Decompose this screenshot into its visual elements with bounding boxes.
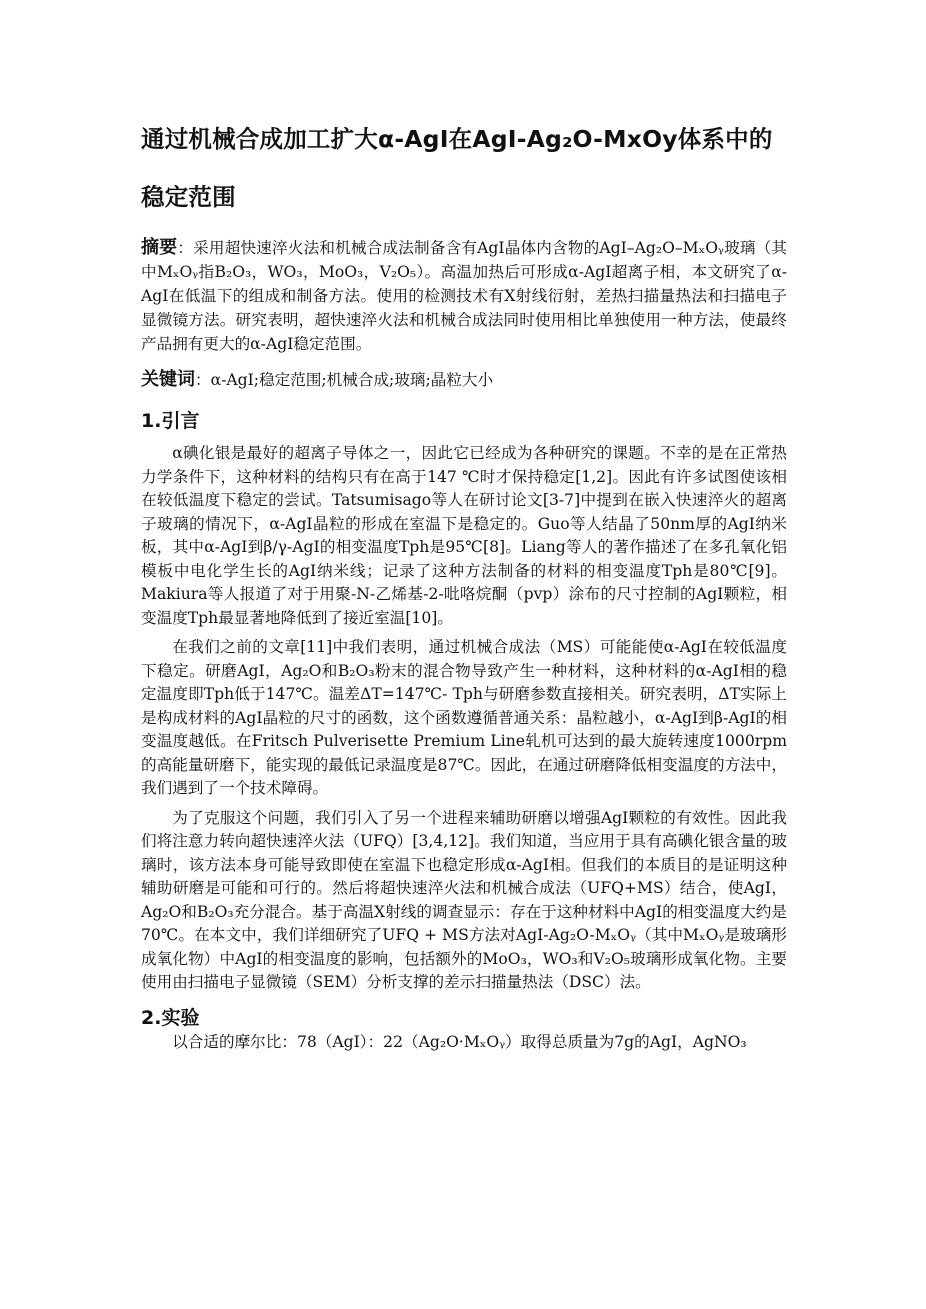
section-heading-introduction: 1.引言: [141, 410, 200, 432]
intro-paragraph-1: α碘化银是最好的超离子导体之一，因此它已经成为各种研究的课题。不幸的是在正常热力学条件下，这种材料的结构只有在高于147 ℃时才保持稳定[1,2]。因此有许多试图使该相在较低温度下稳定的尝试。Tatsumisago等人在研讨论文[3-7]中提到在嵌入快速淬火的超离子玻璃的情况下，α-AgI晶粒的形成在室温下是稳定的。Guo等人结晶了50nm厚的AgI纳米板，其中α-AgI到β/γ-AgI的相变温度Tph是95℃[8]。Liang等人的著作描述了在多孔氧化铝模板中电化学生长的AgI纳米线；记录了这种方法制备的材料的相变温度Tph是80℃[9]。Makiura等人报道了对于用聚-N-乙烯基-2-吡咯烷酮（pvp）涂布的尺寸控制的AgI颗粒，相变温度Tph最显著地降低到了接近室温[10]。: [141, 444, 787, 627]
paper-title: 通过机械合成加工扩大α-AgI在AgI-Ag₂O-MxOy体系中的稳定范围: [141, 125, 773, 211]
abstract-label: 摘要: [141, 237, 178, 258]
intro-paragraph-3: 为了克服这个问题，我们引入了另一个进程来辅助研磨以增强AgI颗粒的有效性。因此我们将注意力转向超快速淬火法（UFQ）[3,4,12]。我们知道，当应用于具有高碘化银含量的玻璃时，该方法本身可能导致即使在室温下也稳定形成α-AgI相。但我们的本质目的是证明这种辅助研磨是可能和可行的。然后将超快速淬火法和机械合成法（UFQ+MS）结合，使AgI，Ag₂O和B₂O₃充分混合。基于高温X射线的调查显示：存在于这种材料中AgI的相变温度大约是70℃。在本文中，我们详细研究了UFQ + MS方法对AgI-Ag₂O-MₓOᵧ（其中MₓOᵧ是玻璃形成氧化物）中AgI的相变温度的影响，包括额外的MoO₃，WO₃和V₂O₅玻璃形成氧化物。主要使用由扫描电子显微镜（SEM）分析支撑的差示扫描量热法（DSC）法。: [141, 808, 787, 991]
abstract: [141, 236, 787, 356]
abstract-text: ：采用超快速淬火法和机械合成法制备含有AgI晶体内含物的AgI–Ag₂O–MₓOᵧ玻璃（其中MₓOᵧ指B₂O₃，WO₃，MoO₃，V₂O₅）。高温加热后可形成α-AgI超离子相，本文研究了α-AgI在低温下的组成和制备方法。使用的检测技术有X射线衍射，差热扫描量热法和扫描电子显微镜方法。研究表明，超快速淬火法和机械合成法同时使用相比单独使用一种方法，使最终产品拥有更大的α-AgI稳定范围。: [141, 239, 787, 353]
section-heading-experiment: 2.实验: [141, 1006, 200, 1029]
keywords-label: 关键词: [141, 369, 195, 390]
experiment-paragraph-1: 以合适的摩尔比：78（AgI）：22（Ag₂O·MₓOᵧ）取得总质量为7g的AgI，AgNO₃: [172, 1032, 747, 1051]
intro-paragraph-2: 在我们之前的文章[11]中我们表明，通过机械合成法（MS）可能能使α-AgI在较低温度下稳定。研磨AgI，Ag₂O和B₂O₃粉末的混合物导致产生一种材料，这种材料的α-AgI相的稳定温度即Tph低于147℃。温差ΔT=147℃- Tph与研磨参数直接相关。研究表明，ΔT实际上是构成材料的AgI晶粒的尺寸的函数，这个函数遵循普通关系：晶粒越小，α-AgI到β-AgI的相变温度越低。在Fritsch Pulverisette Premium Line轧机可达到的最大旋转速度1000rpm的高能量研磨下，能实现的最低记录温度是87℃。因此，在通过研磨降低相变温度的方法中，我们遇到了一个技术障碍。: [141, 638, 787, 797]
keywords: [141, 368, 787, 392]
keywords-text: ：α-AgI;稳定范围;机械合成;玻璃;晶粒大小: [195, 371, 494, 389]
paper-page: [141, 110, 787, 1054]
